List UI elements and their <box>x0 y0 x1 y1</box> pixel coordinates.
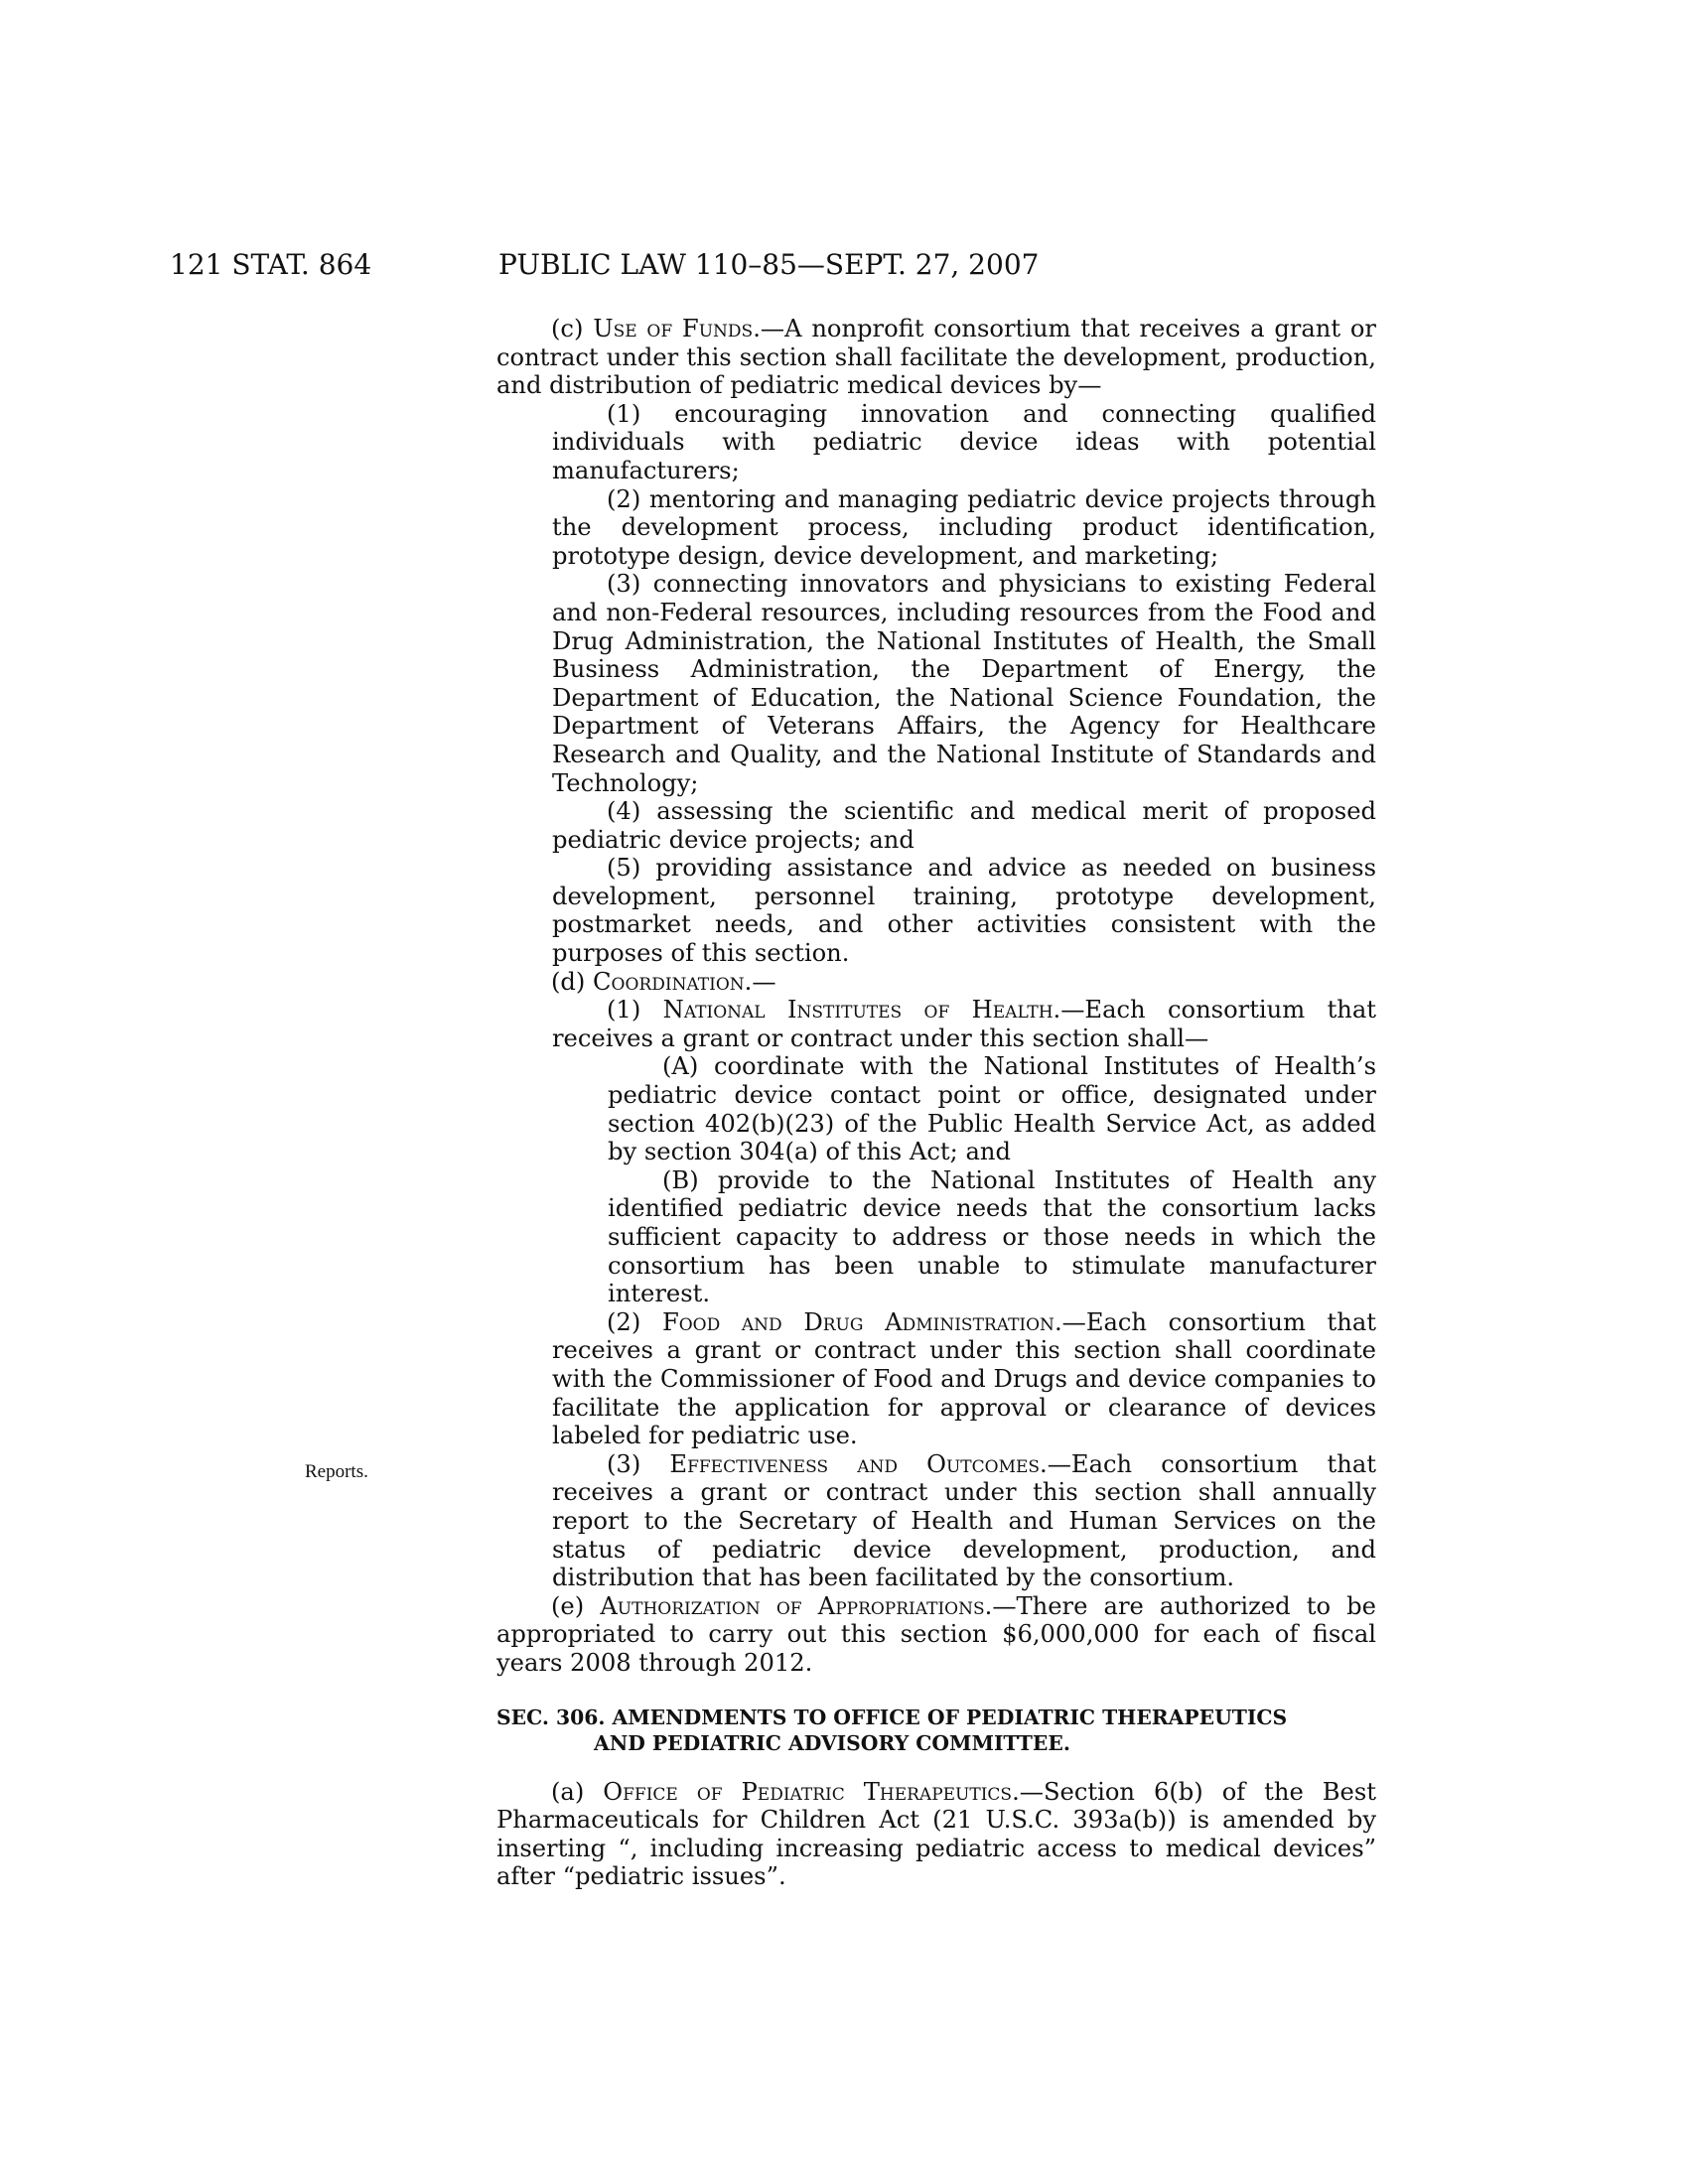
section-306-a-heading: Office of Pediatric Therapeutics <box>603 1777 1013 1806</box>
subsection-c-item: (3) connecting innovators and physicians to existing Federal and non-Federal resources, including resources from the Food and Drug Administration, the National Institutes of Health, the Small Business Administration, the Department of Energy, the Department of Education, the National Science Foundation, the Department of Veterans Affairs, the Agency for Healthcare Research and Quality, and the National Institute of Standards and Technology; <box>552 570 1376 797</box>
paragraph-d2 <box>496 1308 1376 1450</box>
subsection-c-item: (2) mentoring and managing pediatric device projects through the development process, including product identification, prototype design, device development, and marketing; <box>552 484 1376 570</box>
page-header <box>0 248 1688 288</box>
subsection-d-heading: Coordination <box>593 967 745 996</box>
subsection-c-item: (5) providing assistance and advice as needed on business development, personnel training, prototype development, postmarket needs, and other activities consistent with the purposes of this section. <box>552 854 1376 968</box>
section-306-a-label: (a) <box>551 1777 604 1806</box>
paragraph-d1-text: .—Each consortium that receives a grant or contract under this section shall— <box>552 996 1377 1052</box>
section-306-heading <box>496 1705 1376 1756</box>
subsection-c-label: (c) <box>551 315 594 342</box>
paragraph-d2-text: .—Each consortium that receives a grant or contract under this section shall coordinate with the Commissioner of Food and Drugs and device companies to facilitate the application for approval or clearance of devices labeled for pediatric use. <box>552 1307 1376 1450</box>
subsection-c-item: (1) encouraging innovation and connecting qualified individuals with pediatric device ideas with potential manufacturers; <box>552 399 1376 484</box>
subsection-c-item: (4) assessing the scientific and medical merit of proposed pediatric device projects; and <box>552 797 1376 854</box>
subsection-c-text: .—A nonprofit consortium that receives a grant or contract under this section shall facilitate the development, production, and distribution of pediatric medical devices by— <box>496 315 1376 400</box>
paragraph-d1-heading: National Institutes of Health <box>662 996 1054 1024</box>
subsection-d-heading-line <box>496 968 1376 997</box>
subsection-d-label: (d) <box>551 967 594 996</box>
statute-page-reference: 121 STAT. 864 <box>170 248 372 281</box>
subsection-e-heading: Authorization of Appropriations <box>600 1591 985 1620</box>
subsection-e-text: .—There are authorized to be appropriated to carry out this section $6,000,000 for each of fiscal years 2008 through 2012. <box>496 1591 1376 1677</box>
subsection-c-heading: Use of Funds <box>593 315 754 342</box>
document-body <box>496 315 1376 1891</box>
subsection-e <box>496 1592 1376 1678</box>
paragraph-d1 <box>496 996 1376 1052</box>
paragraph-d1-label: (1) <box>607 996 663 1024</box>
margin-note-reports: Reports. <box>305 1461 368 1482</box>
subparagraph-d1-a: (A) coordinate with the National Institutes of Health’s pediatric device contact point or office, designated under section 402(b)(23) of the Public Health Service Act, as added by section 304(a) of this Act; and <box>608 1052 1376 1166</box>
paragraph-d3-heading: Effectiveness and Outcomes <box>669 1449 1041 1478</box>
public-law-title: PUBLIC LAW 110–85—SEPT. 27, 2007 <box>498 248 1040 281</box>
subparagraph-d1-b: (B) provide to the National Institutes of Health any identified pediatric device needs that the consortium lacks sufficient capacity to address or those needs in which the consortium has been unable to stimulate manufacturer interest. <box>608 1165 1376 1308</box>
section-306-subsection-a <box>496 1778 1376 1891</box>
section-306-heading-line2: AND PEDIATRIC ADVISORY COMMITTEE. <box>594 1730 1070 1755</box>
paragraph-d2-label: (2) <box>607 1307 662 1336</box>
section-306-heading-line1: SEC. 306. AMENDMENTS TO OFFICE OF PEDIATRIC THERAPEUTICS <box>496 1705 1288 1729</box>
subsection-d-dash: .— <box>744 967 776 996</box>
paragraph-d3 <box>496 1450 1376 1592</box>
section-306-a-text: .—Section 6(b) of the Best Pharmaceuticals for Children Act (21 U.S.C. 393a(b)) is amended by inserting “, including increasing pediatric access to medical devices” after “pediatric issues”. <box>496 1777 1376 1891</box>
subsection-e-label: (e) <box>551 1591 601 1620</box>
paragraph-d3-label: (3) <box>607 1449 670 1478</box>
paragraph-d3-text: .—Each consortium that receives a grant or contract under this section shall annually report to the Secretary of Health and Human Services on the status of pediatric device development, production, and distribution that has been facilitated by the consortium. <box>552 1449 1376 1592</box>
paragraph-d2-heading: Food and Drug Administration <box>661 1307 1055 1336</box>
subsection-c-intro <box>496 315 1376 400</box>
